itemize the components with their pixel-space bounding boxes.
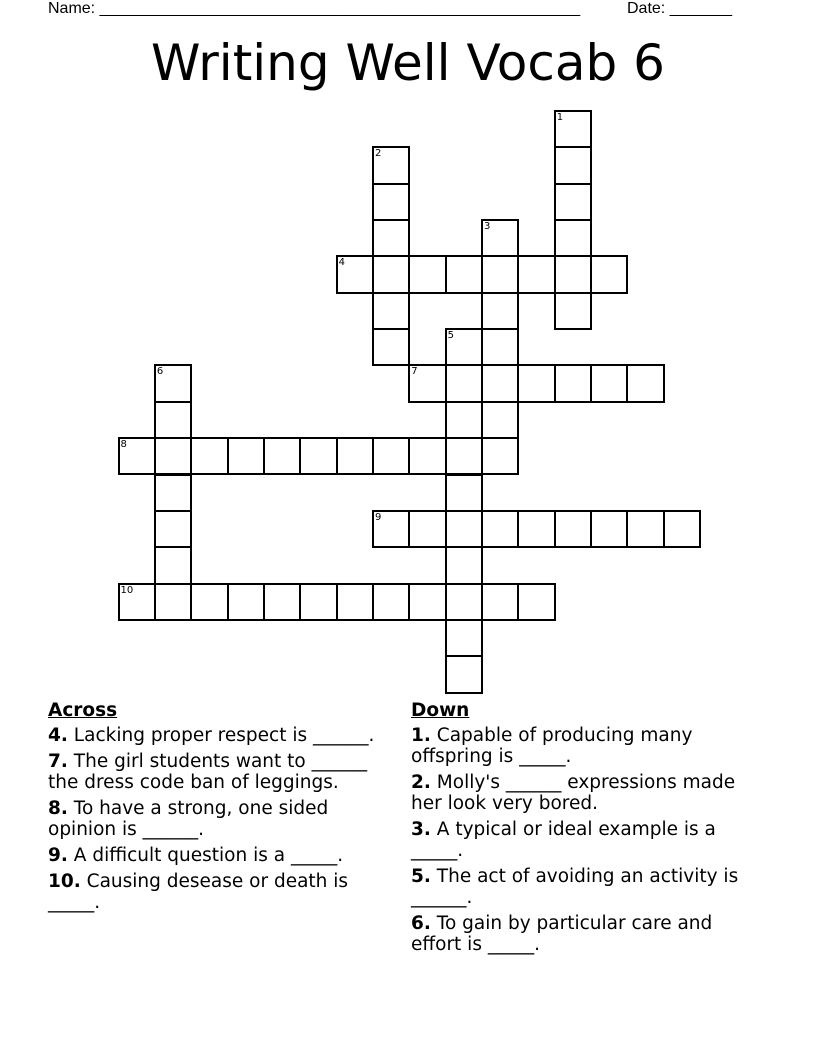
grid-cell[interactable] [190, 583, 228, 621]
clue-text: A typical or ideal example is a _____. [411, 819, 716, 861]
grid-cell[interactable] [481, 292, 519, 330]
grid-cell[interactable] [554, 510, 592, 548]
grid-cell[interactable] [372, 219, 410, 257]
grid-cell[interactable] [481, 437, 519, 475]
clue-number: 10. [48, 871, 81, 892]
across-clues [48, 700, 388, 918]
clue-number: 6. [411, 913, 431, 934]
across-clue [48, 751, 388, 793]
grid-cell[interactable] [481, 583, 519, 621]
clue-number-label: 9 [374, 511, 382, 523]
grid-cell[interactable] [154, 474, 192, 512]
grid-cell[interactable] [554, 292, 592, 330]
grid-cell[interactable] [445, 510, 483, 548]
clue-number: 8. [48, 798, 68, 819]
grid-cell[interactable] [445, 255, 483, 293]
grid-cell[interactable] [154, 583, 192, 621]
down-clue [411, 772, 756, 814]
grid-cell[interactable] [154, 401, 192, 439]
grid-cell[interactable] [445, 328, 483, 366]
clue-number: 3. [411, 819, 431, 840]
grid-cell[interactable] [118, 583, 156, 621]
across-clue [48, 798, 388, 840]
grid-cell[interactable] [408, 510, 446, 548]
grid-cell[interactable] [481, 219, 519, 257]
clue-number-label: 4 [338, 257, 345, 269]
grid-cell[interactable] [372, 328, 410, 366]
grid-cell[interactable] [481, 328, 519, 366]
across-clue [48, 845, 388, 866]
grid-cell[interactable] [626, 510, 664, 548]
grid-cell[interactable] [154, 364, 192, 402]
clue-text: The act of avoiding an activity is ______. [411, 866, 739, 908]
grid-cell[interactable] [408, 583, 446, 621]
grid-cell[interactable] [263, 583, 301, 621]
grid-cell[interactable] [154, 437, 192, 475]
grid-cell[interactable] [190, 437, 228, 475]
grid-cell[interactable] [227, 437, 265, 475]
grid-cell[interactable] [154, 546, 192, 584]
grid-cell[interactable] [554, 364, 592, 402]
clue-text: Capable of producing many offspring is _____. [411, 725, 693, 767]
down-clue [411, 913, 756, 955]
across-heading: Across [48, 700, 118, 721]
grid-cell[interactable] [481, 364, 519, 402]
grid-cell[interactable] [445, 619, 483, 657]
grid-cell[interactable] [227, 583, 265, 621]
grid-cell[interactable] [554, 146, 592, 184]
grid-cell[interactable] [299, 583, 337, 621]
grid-cell[interactable] [263, 437, 301, 475]
grid-cell[interactable] [554, 110, 592, 148]
clue-number-label: 3 [484, 221, 491, 233]
grid-cell[interactable] [517, 583, 555, 621]
clue-number-label: 6 [156, 366, 164, 378]
down-clue [411, 819, 756, 861]
clue-number-label: 8 [120, 439, 127, 451]
clue-text: A difficult question is a _____. [73, 845, 344, 866]
grid-cell[interactable] [481, 255, 519, 293]
grid-cell[interactable] [445, 364, 483, 402]
grid-cell[interactable] [336, 437, 374, 475]
clue-text: To gain by particular care and effort is _____. [411, 913, 713, 955]
grid-cell[interactable] [372, 292, 410, 330]
clue-number-label: 5 [447, 330, 455, 342]
grid-cell[interactable] [445, 474, 483, 512]
page-title: Writing Well Vocab 6 [151, 34, 665, 92]
grid-cell[interactable] [372, 583, 410, 621]
clue-number: 2. [411, 772, 431, 793]
clue-text: Lacking proper respect is ______. [73, 725, 375, 746]
grid-cell[interactable] [299, 437, 337, 475]
grid-cell[interactable] [481, 401, 519, 439]
grid-cell[interactable] [554, 219, 592, 257]
down-clue [411, 725, 756, 767]
down-heading: Down [411, 700, 470, 721]
grid-cell[interactable] [445, 583, 483, 621]
grid-cell[interactable] [445, 437, 483, 475]
clue-number: 4. [48, 725, 68, 746]
clue-number-label: 1 [556, 112, 564, 123]
grid-cell[interactable] [372, 255, 410, 293]
grid-cell[interactable] [590, 364, 628, 402]
grid-cell[interactable] [626, 364, 664, 402]
grid-cell[interactable] [554, 255, 592, 293]
down-clues [411, 700, 756, 960]
grid-cell[interactable] [663, 510, 701, 548]
grid-cell[interactable] [372, 183, 410, 221]
clue-number-label: 7 [411, 366, 418, 378]
grid-cell[interactable] [517, 255, 555, 293]
grid-cell[interactable] [408, 255, 446, 293]
grid-cell[interactable] [154, 510, 192, 548]
clue-number: 7. [48, 751, 68, 772]
clue-number-label: 2 [374, 148, 382, 160]
across-clue [48, 725, 388, 746]
clue-number: 9. [48, 845, 68, 866]
clue-text: The girl students want to ______ the dress code ban of leggings. [48, 751, 368, 793]
grid-cell[interactable] [481, 510, 519, 548]
grid-cell[interactable] [590, 255, 628, 293]
grid-cell[interactable] [445, 401, 483, 439]
clue-number: 1. [411, 725, 431, 746]
name-field-label: Name: ______________________________________________________ [48, 0, 581, 17]
grid-cell[interactable] [445, 546, 483, 584]
grid-cell[interactable] [554, 183, 592, 221]
grid-cell[interactable] [517, 364, 555, 402]
clue-text: To have a strong, one sided opinion is ______. [48, 798, 329, 840]
across-clue [48, 871, 388, 913]
grid-cell[interactable] [372, 437, 410, 475]
down-clue [411, 866, 756, 908]
grid-cell[interactable] [445, 655, 483, 693]
clue-number-label: 10 [120, 584, 134, 596]
grid-cell[interactable] [372, 146, 410, 184]
grid-cell[interactable] [336, 583, 374, 621]
grid-cell[interactable] [336, 255, 374, 293]
grid-cell[interactable] [590, 510, 628, 548]
clue-number: 5. [411, 866, 431, 887]
grid-cell[interactable] [408, 437, 446, 475]
clue-text: Molly's ______ expressions made her look very bored. [411, 772, 736, 814]
clue-text: Causing desease or death is _____. [48, 871, 349, 913]
grid-cell[interactable] [118, 437, 156, 475]
grid-cell[interactable] [408, 364, 446, 402]
grid-cell[interactable] [517, 510, 555, 548]
date-field-label: Date: _______ [627, 0, 732, 17]
grid-cell[interactable] [372, 510, 410, 548]
